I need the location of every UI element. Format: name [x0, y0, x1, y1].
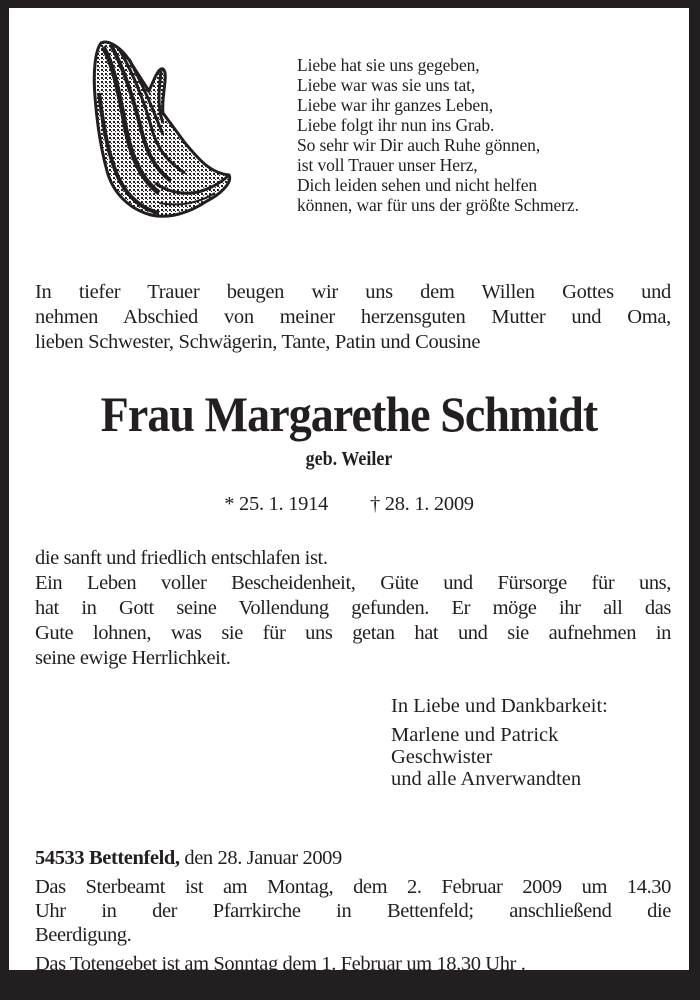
signoff: [391, 695, 608, 790]
mourner: Marlene und Patrick: [391, 724, 559, 746]
poem-line: können, war für uns der größte Schmerz.: [297, 195, 579, 215]
footer: [35, 846, 671, 976]
intro-line: lieben Schwester, Schwägerin, Tante, Patin und Cousine: [35, 331, 481, 353]
thanks-line: In Liebe und Dankbarkeit:: [391, 695, 608, 717]
place-date-line: [35, 846, 671, 870]
poem-line: So sehr wir Dir auch Ruhe gönnen,: [297, 135, 541, 155]
maiden-name: geb. Weiler: [305, 448, 393, 470]
body-paragraph: [35, 546, 671, 671]
obituary-notice: [9, 8, 689, 975]
body-line: hat in Gott seine Vollendung gefunden. Er möge ihr all das: [35, 597, 671, 619]
poem-line: Dich leiden sehen und nicht helfen: [297, 175, 538, 195]
body-line: die sanft und friedlich entschlafen ist.: [35, 547, 328, 569]
praying-hands-icon: [89, 33, 239, 223]
poem-line: ist voll Trauer unser Herz,: [297, 155, 478, 175]
body-line: seine ewige Herrlichkeit.: [35, 647, 231, 669]
date: den 28. Januar 2009: [179, 847, 342, 869]
poem-line: Liebe folgt ihr nun ins Grab.: [297, 115, 495, 135]
mourner: Geschwister: [391, 746, 493, 768]
death-date: † 28. 1. 2009: [370, 493, 474, 515]
poem: [297, 55, 579, 215]
poem-line: Liebe war was sie uns tat,: [297, 75, 476, 95]
service-line: Beerdigung.: [35, 924, 132, 946]
body-line: Gute lohnen, was sie für uns getan hat und sie aufnehmen in: [35, 622, 671, 644]
place: 54533 Bettenfeld,: [35, 847, 180, 869]
intro-paragraph: [35, 280, 671, 355]
service-line: Das Sterbeamt ist am Montag, dem 2. Februar 2009 um 14.30: [35, 876, 671, 898]
prayer-line: Das Totengebet ist am Sonntag dem 1. Februar um 18.30 Uhr .: [35, 953, 526, 975]
life-dates: [9, 492, 689, 516]
poem-line: Liebe hat sie uns gegeben,: [297, 55, 480, 75]
body-line: Ein Leben voller Bescheidenheit, Güte und Fürsorge für uns,: [35, 572, 671, 594]
intro-line: nehmen Abschied von meiner herzensguten Mutter und Oma,: [35, 306, 671, 328]
deceased-name: Frau Margarethe Schmidt: [100, 386, 598, 442]
service-line: Uhr in der Pfarrkirche in Bettenfeld; anschließend die: [35, 900, 671, 922]
poem-line: Liebe war ihr ganzes Leben,: [297, 95, 494, 115]
mourner: und alle Anverwandten: [391, 768, 582, 790]
intro-line: In tiefer Trauer beugen wir uns dem Willen Gottes und: [35, 281, 671, 303]
birth-date: * 25. 1. 1914: [224, 493, 328, 515]
